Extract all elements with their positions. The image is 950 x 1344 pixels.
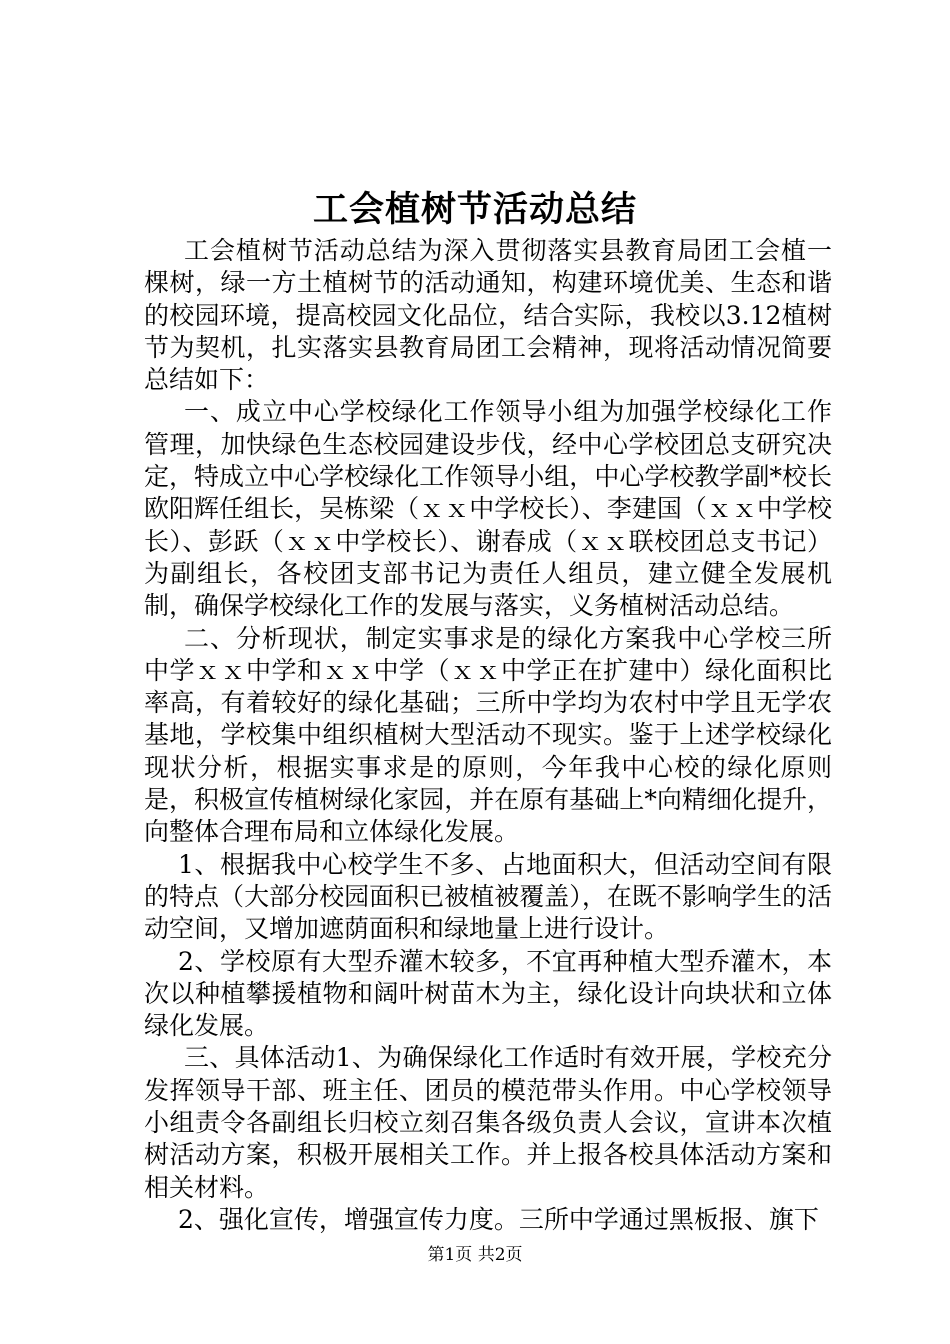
paragraph-section-1: 一、成立中心学校绿化工作领导小组为加强学校绿化工作管理，加快绿色生态校园建设步伐，经中心学校团总支研究决定，特成立中心学校绿化工作领导小组，中心学校教学副*校长欧阳辉任组长，吴栋梁（ｘｘ中学校长）、李建国（ｘｘ中学校长）、彭跃（ｘｘ中学校长）、谢春成（ｘｘ联校团总支书记）为副组长，各校团支部书记为责任人组员，建立健全发展机制，确保学校绿化工作的发展与落实，义务植树活动总结。 bbox=[144, 397, 832, 621]
paragraph-item-2: 2、学校原有大型乔灌木较多，不宜再种植大型乔灌木，本次以种植攀援植物和阔叶树苗木为主，绿化设计向块状和立体绿化发展。 bbox=[144, 946, 832, 1041]
document-title: 工会植树节活动总结 bbox=[312, 189, 637, 230]
document-body bbox=[144, 235, 832, 1236]
page-footer: 第1页 共2页 bbox=[427, 1245, 523, 1265]
paragraph-section-3: 三、具体活动1、为确保绿化工作适时有效开展，学校充分发挥领导干部、班主任、团员的模范带头作用。中心学校领导小组责令各副组长归校立刻召集各级负责人会议，宣讲本次植树活动方案，积极开展相关工作。并上报各校具体活动方案和相关材料。 bbox=[144, 1043, 832, 1202]
paragraph-intro: 工会植树节活动总结为深入贯彻落实县教育局团工会植一棵树，绿一方土植树节的活动通知，构建环境优美、生态和谐的校园环境，提高校园文化品位，结合实际，我校以3.12植树节为契机，扎实落实县教育局团工会精神，现将活动情况简要总结如下： bbox=[144, 236, 832, 395]
paragraph-item-3: 2、强化宣传，增强宣传力度。三所中学通过黑板报、旗下 bbox=[178, 1204, 819, 1234]
paragraph-section-2: 二、分析现状，制定实事求是的绿化方案我中心学校三所中学ｘｘ中学和ｘｘ中学（ｘｘ中学正在扩建中）绿化面积比率高，有着较好的绿化基础；三所中学均为农村中学且无学农基地，学校集中组织植树大型活动不现实。鉴于上述学校绿化现状分析，根据实事求是的原则，今年我中心校的绿化原则是，积极宣传植树绿化家园，并在原有基础上*向精细化提升，向整体合理布局和立体绿化发展。 bbox=[144, 623, 832, 847]
paragraph-item-1: 1、根据我中心校学生不多、占地面积大，但活动空间有限的特点（大部分校园面积已被植被覆盖），在既不影响学生的活动空间，又增加遮荫面积和绿地量上进行设计。 bbox=[144, 849, 832, 944]
